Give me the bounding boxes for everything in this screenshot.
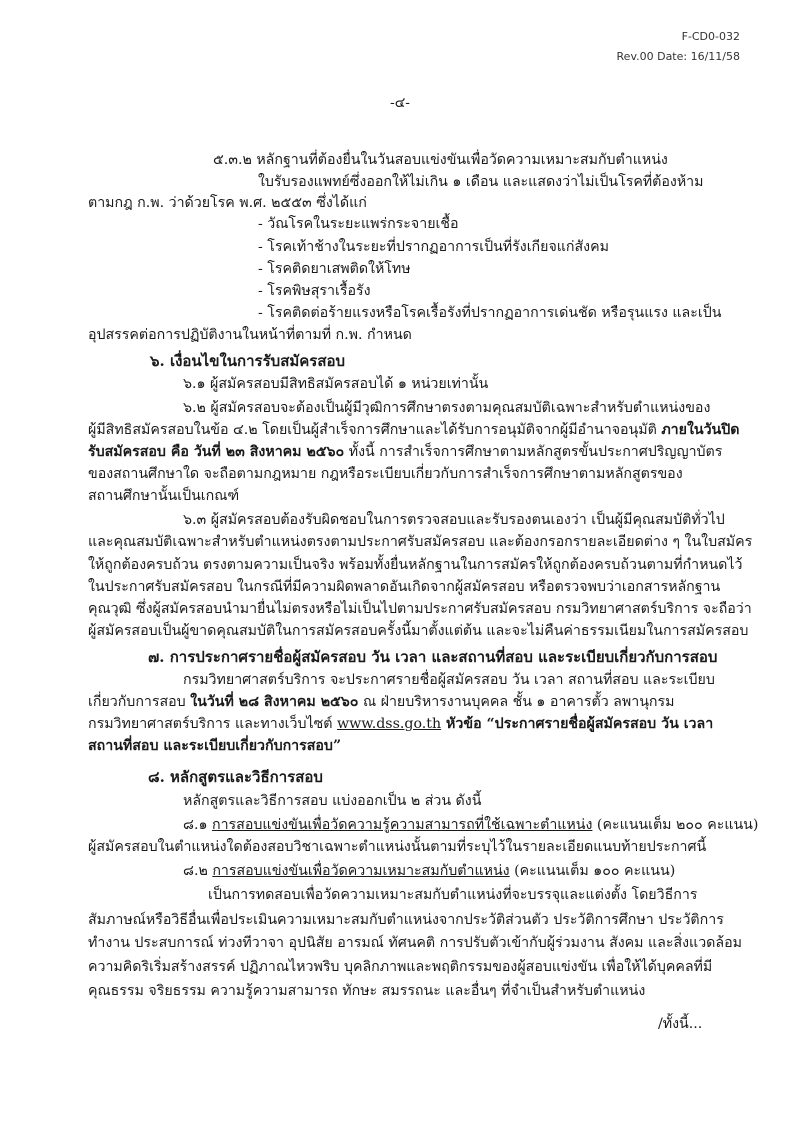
clause-8-2-line: เป็นการทดสอบเพื่อวัดความเหมาะสมกับตำแหน่งที่จะบรรจุและแต่งตั้ง โดยวิธีการ <box>208 887 698 903</box>
closing-date-bold: ภายในวันปิด <box>661 422 740 438</box>
clause-8-2-line: สัมภาษณ์หรือวิธีอื่นเพื่อประเมินความเหมาะสมกับตำแหน่งจากประวัติส่วนตัว ประวัติการศึกษา ประวัติการ <box>88 912 724 928</box>
disease-item-continued: อุปสรรคต่อการปฏิบัติงานในหน้าที่ตามที่ ก.พ. กำหนด <box>88 327 412 343</box>
disease-item: - โรคพิษสุราเรื้อรัง <box>258 283 371 299</box>
clause-8-2-line: ทำงาน ประสบการณ์ ท่วงทีวาจา อุปนิสัย อารมณ์ ทัศนคติ การปรับตัวเข้ากับผู้ร่วมงาน สังคม และสิ่งแวดล้อม <box>88 935 742 951</box>
clause-8-2: ๘.๒ การสอบแข่งขันเพื่อวัดความเหมาะสมกับตำแหน่ง (คะแนนเต็ม ๑๐๐ คะแนน) <box>183 863 676 879</box>
clause-8-2-line: คุณธรรม จริยธรรม ความรู้ความสามารถ ทักษะ สมรรถนะ และอื่นๆ ที่จำเป็นสำหรับตำแหน่ง <box>88 983 646 999</box>
clause-6-3-line: ผู้สมัครสอบเป็นผู้ขาดคุณสมบัติในการสมัครสอบครั้งนี้มาตั้งแต่ต้น และจะไม่คืนค่าธรรมเนียมในการสมัครสอบ <box>88 623 749 639</box>
section-7-heading: ๗. การประกาศรายชื่อผู้สมัครสอบ วัน เวลา และสถานที่สอบ และระเบียบเกี่ยวกับการสอบ <box>148 648 718 666</box>
clause-6-3-line: คุณวุฒิ ซึ่งผู้สมัครสอบนำมายื่นไม่ตรงหรือไม่เป็นไปตามประกาศรับสมัครสอบ กรมวิทยาศาสตร์บริการ จะถือว่า <box>88 601 752 617</box>
evidence-line: ใบรับรองแพทย์ซึ่งออกให้ไม่เกิน ๑ เดือน และแสดงว่าไม่เป็นโรคที่ต้องห้าม <box>258 174 704 190</box>
clause-6-2-line: สถานศึกษานั้นเป็นเกณฑ์ <box>88 488 240 504</box>
evidence-heading: ๕.๓.๒ หลักฐานที่ต้องยื่นในวันสอบแข่งขันเพื่อวัดความเหมาะสมกับตำแหน่ง <box>213 152 668 168</box>
disease-item: - โรคติดยาเสพติดให้โทษ <box>258 261 411 277</box>
clause-6-3-line: ให้ถูกต้องครบถ้วน ตรงตามความเป็นจริง พร้อมทั้งยื่นหลักฐานในการสมัครให้ถูกต้องครบถ้วนตามที่กำหนดไว้ <box>88 557 743 573</box>
clause-6-2: ๖.๒ ผู้สมัครสอบจะต้องเป็นผู้มีวุฒิการศึกษาตรงตามคุณสมบัติเฉพาะสำหรับตำแหน่งของ <box>183 400 711 416</box>
form-code: F-CD0-032 <box>681 30 740 43</box>
continued-marker: /ทั้งนี้... <box>658 1016 703 1032</box>
clause-6-3: ๖.๓ ผู้สมัครสอบต้องรับผิดชอบในการตรวจสอบและรับรองตนเองว่า เป็นผู้มีคุณสมบัติทั่วไป <box>183 512 725 528</box>
closing-date-bold: รับสมัครสอบ คือ วันที่ ๒๓ สิงหาคม ๒๕๖๐ <box>88 444 345 460</box>
announce-date-bold: ในวันที่ ๒๘ สิงหาคม ๒๕๖๐ <box>190 694 359 710</box>
clause-8-1-desc: ผู้สมัครสอบในตำแหน่งใดต้องสอบวิชาเฉพาะตำแหน่งนั้นตามที่ระบุไว้ในรายละเอียดแนบท้ายประกาศนี้ <box>88 839 707 855</box>
clause-6-3-line: ในประกาศรับสมัครสอบ ในกรณีที่มีความผิดพลาดอันเกิดจากผู้สมัครสอบ หรือตรวจพบว่าเอกสารหลักฐาน <box>88 579 721 595</box>
clause-8-2-line: ความคิดริเริ่มสร้างสรรค์ ปฏิภาณไหวพริบ บุคลิกภาพและพฤติกรรมของผู้สอบแข่งขัน เพื่อให้ได้บุคคลที่มี <box>88 959 713 975</box>
section-6-heading: ๖. เงื่อนไขในการรับสมัครสอบ <box>150 352 346 370</box>
disease-item: - วัณโรคในระยะแพร่กระจายเชื้อ <box>258 216 459 232</box>
section-8-heading: ๘. หลักสูตรและวิธีการสอบ <box>148 768 323 786</box>
clause-6-1: ๖.๑ ผู้สมัครสอบมีสิทธิสมัครสอบได้ ๑ หน่วยเท่านั้น <box>183 376 489 392</box>
section-7-line: สถานที่สอบ และระเบียบเกี่ยวกับการสอบ” <box>88 738 342 754</box>
clause-8-1: ๘.๑ การสอบแข่งขันเพื่อวัดความรู้ความสามารถที่ใช้เฉพาะตำแหน่ง (คะแนนเต็ม ๒๐๐ คะแนน) <box>183 817 759 833</box>
clause-6-2-line: ผู้มีสิทธิสมัครสอบในข้อ ๔.๒ โดยเป็นผู้สำเร็จการศึกษาและได้รับการอนุมัติจากผู้มีอำนาจอนุมัติ ภายในวันปิด <box>88 422 740 438</box>
revision-date: Rev.00 Date: 16/11/58 <box>616 50 740 63</box>
clause-6-2-line: รับสมัครสอบ คือ วันที่ ๒๓ สิงหาคม ๒๕๖๐ ทั้งนี้ การสำเร็จการศึกษาตามหลักสูตรขั้นประกาศปริญญาบัตร <box>88 444 723 460</box>
website-link[interactable]: www.dss.go.th <box>336 716 442 732</box>
clause-6-3-line: และคุณสมบัติเฉพาะสำหรับตำแหน่งตรงตามประกาศรับสมัครสอบ และต้องกรอกรายละเอียดต่าง ๆ ในใบสมัคร <box>88 534 753 550</box>
section-7-line: กรมวิทยาศาสตร์บริการ จะประกาศรายชื่อผู้สมัครสอบ วัน เวลา สถานที่สอบ และระเบียบ <box>183 672 715 688</box>
disease-item: - โรคเท้าช้างในระยะที่ปรากฏอาการเป็นที่รังเกียจแก่สังคม <box>258 239 609 255</box>
section-7-line: เกี่ยวกับการสอบ ในวันที่ ๒๘ สิงหาคม ๒๕๖๐ ณ ฝ่ายบริหารงานบุคคล ชั้น ๑ อาคารตั้ว ลพานุกรม <box>88 694 675 710</box>
evidence-line: ตามกฎ ก.พ. ว่าด้วยโรค พ.ศ. ๒๕๕๓ ซึ่งได้แก่ <box>88 195 367 211</box>
section-7-line: กรมวิทยาศาสตร์บริการ และทางเว็บไซต์ www.dss.go.th หัวข้อ “ประกาศรายชื่อผู้สมัครสอบ วัน เวลา <box>88 716 714 732</box>
page-number: -๔- <box>389 95 411 111</box>
clause-6-2-line: ของสถานศึกษาใด จะถือตามกฎหมาย กฎหรือระเบียบเกี่ยวกับการสำเร็จการศึกษาตามหลักสูตรของ <box>88 466 683 482</box>
disease-item: - โรคติดต่อร้ายแรงหรือโรคเรื้อรังที่ปรากฏอาการเด่นชัด หรือรุนแรง และเป็น <box>258 305 722 321</box>
section-8-intro: หลักสูตรและวิธีการสอบ แบ่งออกเป็น ๒ ส่วน ดังนี้ <box>183 793 482 809</box>
